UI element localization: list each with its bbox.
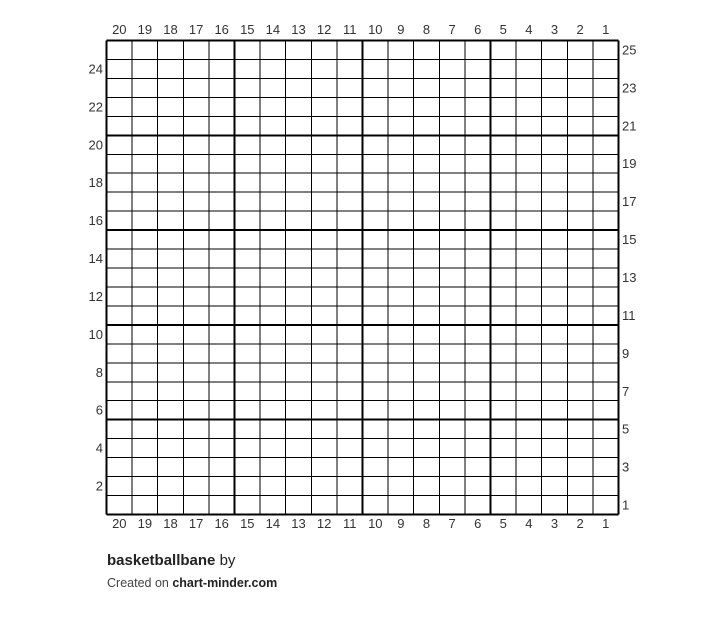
column-number-top: 10 [368,22,383,37]
row-number-right: 11 [622,307,636,323]
row-number-right: 17 [622,194,637,210]
chart-title [107,550,277,572]
column-number-bottom: 12 [316,516,332,531]
row-number-right: 19 [622,156,637,172]
chart-grid [107,41,619,515]
credit-line [107,576,277,590]
row-number-right: 15 [622,232,637,248]
row-number-left: 22 [88,99,103,115]
column-number-bottom: 17 [188,516,204,531]
column-number-bottom: 7 [448,516,456,531]
column-number-top: 7 [448,22,456,37]
column-number-bottom: 15 [240,516,255,531]
column-number-bottom: 18 [163,516,178,531]
column-number-bottom: 16 [214,516,229,531]
column-number-top: 11 [342,22,357,37]
column-number-bottom: 10 [368,516,383,531]
column-number-top: 15 [240,22,255,37]
row-number-right: 25 [622,42,637,58]
column-number-top: 14 [265,22,281,37]
row-number-right: 9 [622,345,630,361]
column-number-bottom: 19 [137,516,153,531]
row-number-left: 14 [88,251,103,267]
column-number-bottom: 13 [291,516,306,531]
row-number-right: 7 [622,383,630,399]
row-number-left: 24 [88,61,103,77]
column-number-top: 9 [397,22,405,37]
column-number-bottom: 2 [576,516,584,531]
column-number-top: 8 [422,22,431,37]
row-number-right: 1 [622,497,630,513]
column-number-bottom: 3 [550,516,559,531]
column-number-top: 16 [214,22,229,37]
row-number-left: 8 [95,364,103,380]
row-number-left: 20 [88,137,103,153]
column-number-top: 3 [550,22,559,37]
pattern-name: basketballbane [107,552,216,569]
column-number-top: 17 [188,22,204,37]
column-number-top: 18 [163,22,178,37]
row-number-right: 23 [622,80,637,96]
column-number-bottom: 20 [112,516,127,531]
row-number-left: 10 [88,326,103,342]
row-number-right: 13 [622,270,637,285]
column-number-bottom: 9 [397,516,405,531]
row-number-left: 18 [88,175,103,191]
column-number-top: 1 [602,22,610,37]
column-number-top: 4 [525,22,533,37]
column-number-bottom: 6 [474,516,482,531]
row-number-right: 5 [622,421,630,437]
row-number-left: 6 [95,402,103,418]
column-number-bottom: 1 [602,516,610,531]
column-number-top: 12 [316,22,332,37]
row-number-left: 16 [88,213,103,229]
column-number-bottom: 8 [422,516,431,531]
column-number-top: 2 [576,22,584,37]
created-on-label: Created on [107,576,169,590]
column-number-top: 5 [499,22,507,37]
column-number-bottom: 5 [499,516,507,531]
by-label: by [219,552,236,569]
column-number-top: 6 [474,22,482,37]
row-number-left: 12 [88,288,103,304]
column-number-bottom: 4 [525,516,533,531]
row-number-right: 21 [622,118,637,134]
row-number-left: 2 [95,478,103,494]
column-number-bottom: 14 [265,516,281,531]
column-number-top: 13 [291,22,306,37]
column-number-top: 20 [112,22,127,37]
column-number-bottom: 11 [342,516,357,531]
row-number-right: 3 [622,459,630,475]
chart-footer [107,550,277,590]
site-link[interactable]: chart-minder.com [172,576,278,590]
column-number-top: 19 [137,22,153,37]
row-number-left: 4 [95,440,103,456]
